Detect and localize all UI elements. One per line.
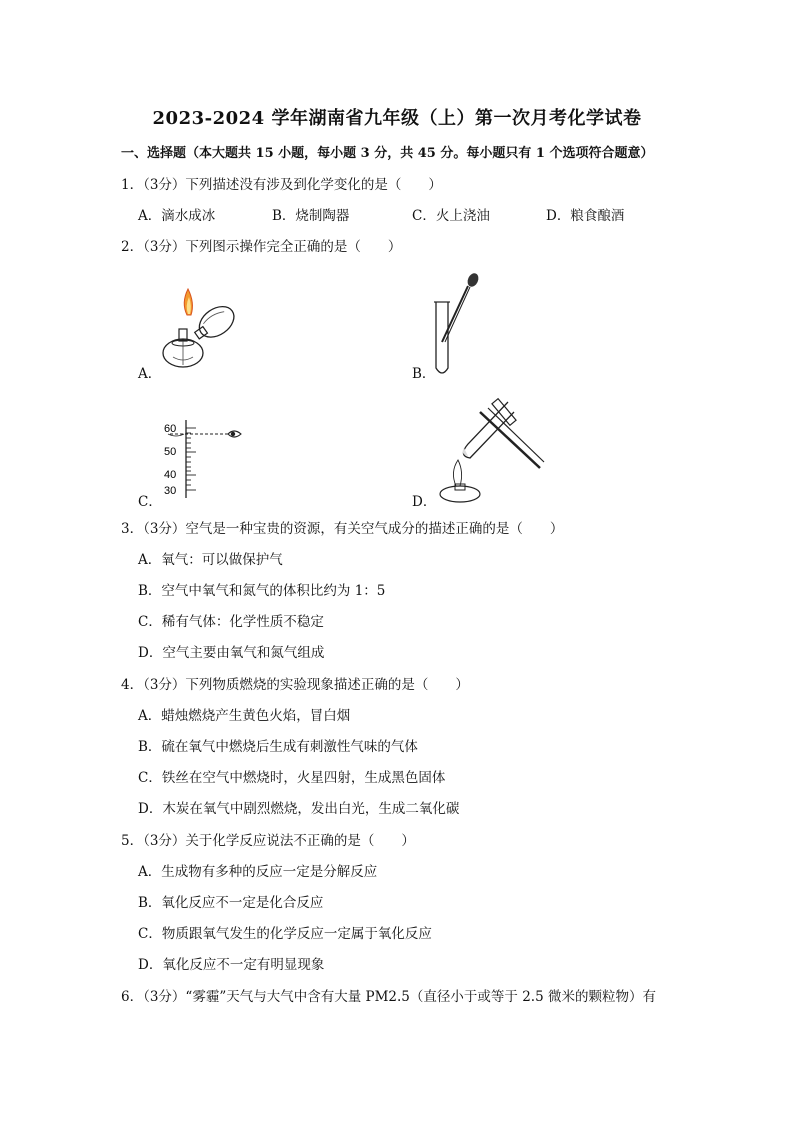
question-5-stem: 5．（3分）关于化学反应说法不正确的是（ ）	[121, 833, 415, 849]
question-5-option-a: A．生成物有多种的反应一定是分解反应	[138, 864, 378, 880]
question-2-option-d: D．	[412, 494, 437, 510]
figure-graduated-cylinder	[158, 418, 248, 503]
question-5-option-c: C．物质跟氧气发生的化学反应一定属于氧化反应	[138, 926, 432, 942]
question-1-stem: 1．（3分）下列描述没有涉及到化学变化的是（ ）	[121, 177, 442, 193]
question-4-stem: 4．（3分）下列物质燃烧的实验现象描述正确的是（ ）	[121, 677, 469, 693]
cylinder-tick-30: 30	[164, 485, 177, 497]
figure-heating-test-tube	[428, 390, 548, 505]
question-4-option-d: D．木炭在氧气中剧烈燃烧，发出白光，生成二氧化碳	[138, 801, 460, 817]
question-1-option-d: D．粮食酿酒	[546, 208, 625, 224]
question-4-option-b: B．硫在氧气中燃烧后生成有刺激性气味的气体	[138, 739, 418, 755]
question-3-option-d: D．空气主要由氧气和氮气组成	[138, 645, 325, 661]
cylinder-tick-60: 60	[164, 423, 177, 435]
page-title: 2023-2024 学年湖南省九年级（上）第一次月考化学试卷	[152, 108, 642, 129]
question-4-option-c: C．铁丝在空气中燃烧时，火星四射，生成黑色固体	[138, 770, 446, 786]
question-1-option-c: C．火上浇油	[412, 208, 490, 224]
question-5-option-b: B．氧化反应不一定是化合反应	[138, 895, 324, 911]
question-5-option-d: D．氧化反应不一定有明显现象	[138, 957, 325, 973]
question-2-stem: 2．（3分）下列图示操作完全正确的是（ ）	[121, 239, 402, 255]
figure-lamp-lighting	[155, 285, 250, 380]
question-4-option-a: A．蜡烛燃烧产生黄色火焰，冒白烟	[138, 708, 351, 724]
question-3-option-c: C．稀有气体：化学性质不稳定	[138, 614, 324, 630]
question-6-stem: 6．（3分）“雾霾”天气与大气中含有大量 PM2.5（直径小于或等于 2.5 微米的颗粒物）有	[121, 989, 656, 1005]
section-heading: 一、选择题（本大题共 15 小题，每小题 3 分，共 45 分。每小题只有 1 个选项符合题意）	[121, 146, 654, 161]
question-2-option-b: B．	[412, 366, 436, 382]
question-3-option-b: B．空气中氧气和氮气的体积比约为 1：5	[138, 583, 386, 599]
question-2-option-a: A．	[138, 366, 162, 382]
cylinder-tick-40: 40	[164, 469, 177, 481]
question-2-option-c: C．	[138, 494, 162, 510]
question-1-option-a: A．滴水成冰	[138, 208, 216, 224]
question-3-option-a: A．氧气：可以做保护气	[138, 552, 283, 568]
question-1-option-b: B．烧制陶器	[272, 208, 350, 224]
question-3-stem: 3．（3分）空气是一种宝贵的资源，有关空气成分的描述正确的是（ ）	[121, 521, 564, 537]
cylinder-tick-50: 50	[164, 446, 177, 458]
figure-dropper-test-tube	[432, 272, 482, 382]
